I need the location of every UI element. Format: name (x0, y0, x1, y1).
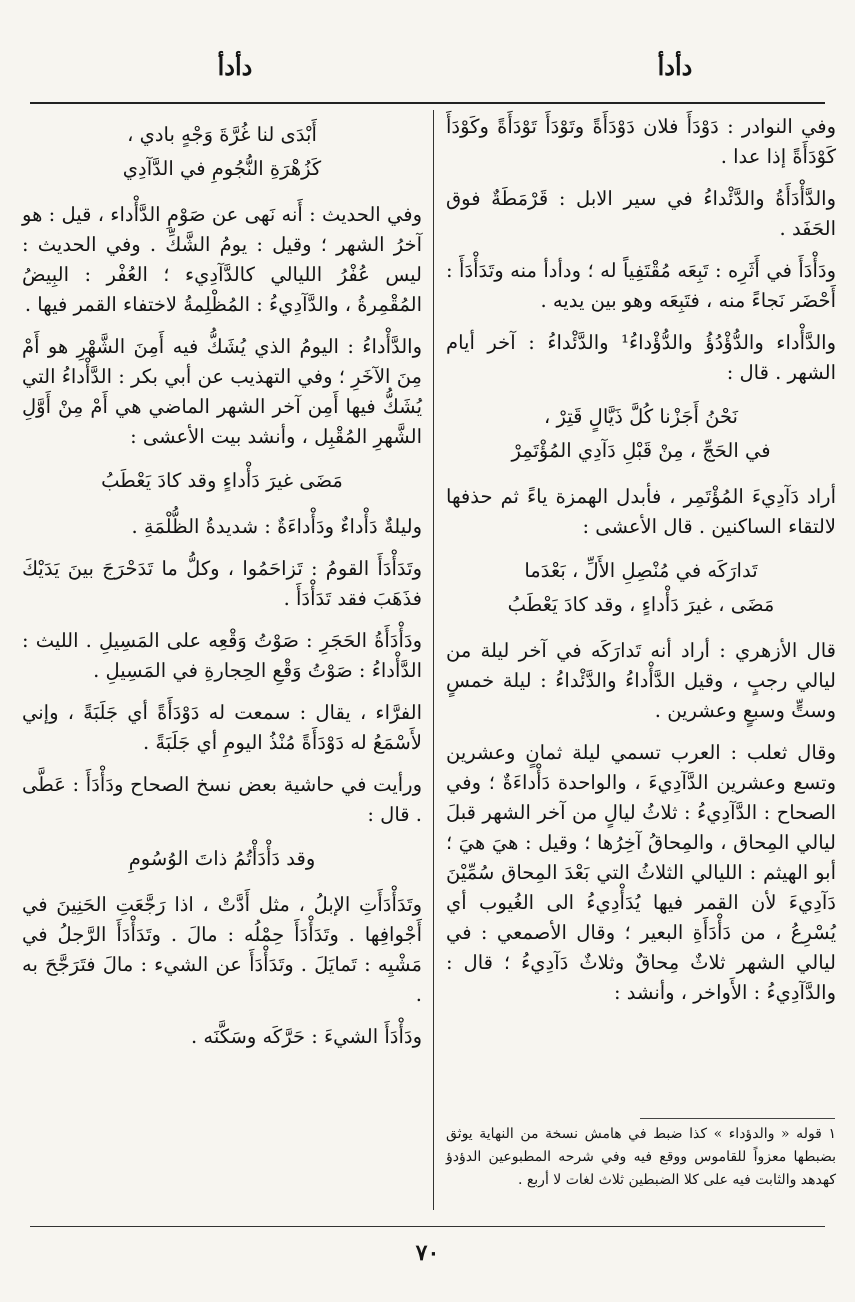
paragraph: والدَّأْداءُ : اليومُ الذي يُشَكُّ فيه أَمِنَ الشَّهْرِ هو أَمْ مِنَ الآخَرِ ؛ وفي التهذيب عن أبي بكر : الدَّأْداءُ التي يُشَكُّ فيها أَمِن آخر الشهر الماضي هي أَمْ مِنْ أَوَّلِ الشَّهرِ المُقْبِل ، وأنشد بيت الأعشى : (22, 335, 422, 448)
paragraph: قال الأزهري : أراد أنه تَدارَكَه في آخر ليلة من ليالي رجبٍ ، وقيل الدَّأْداءُ والدَّئْداءُ : ليلة خمسٍ وستٍّ وسبعٍ وعشرين . (446, 639, 836, 722)
verse-line: تَدارَكَه في مُنْصِلِ الأَلِّ ، بَعْدَما (524, 559, 758, 582)
paragraph: وفي الحديث : أَنه نَهى عن صَوْمِ الدَّأْداء ، قيل : هو آخرُ الشهر ؛ وقيل : يومُ الشَّكِّ . وفي الحديث : ليس عُفْرُ الليالي كالدَّآدِيء ؛ العُفْر : البِيضُ المُقْمِرةُ ، والدَّآدِيءُ : المُظْلِمةُ لاختفاء القمر فيها . (22, 203, 422, 316)
verse-line: في الحَجِّ ، مِنْ قَبْلِ دَآدِي المُؤْتَمِرْ (511, 439, 771, 462)
left-column (22, 112, 422, 1064)
paragraph: أراد دَآدِيءَ المُؤْتَمِر ، فأبدل الهمزة ياءً ثم حذفها لالتقاء الساكنين . قال الأعشى : (446, 485, 836, 538)
paragraph: ورأيت في حاشية بعض نسخ الصحاح ودَأْدَأَ : عَطَّى . قال : (22, 773, 422, 826)
verse-line: كَزُهْرَةِ النُّجُومِ في الدَّآدِي (122, 157, 322, 180)
verse-line: نَحْنُ أَجَزْنا كُلَّ ذَيَّالٍ قَتِرْ ، (544, 405, 738, 428)
paragraph: والدَّأْداء والدُّؤْدُؤُ والدُّؤْداءُ¹ والدَّئْداءُ : آخر أيام الشهر . قال : (446, 331, 837, 384)
verse-block (22, 464, 422, 498)
verse-block (446, 554, 836, 622)
verse-block (446, 400, 836, 468)
paragraph: وتَدَأْدَأَ القومُ : تَزاحَمُوا ، وكلُّ ما تَدَحْرَجَ بينَ يَدَيْكَ فذَهَبَ فقد تَدَأْدَأَ . (22, 557, 422, 610)
verse-line: مَضَى غيرَ دَأْداءٍ وقد كادَ يَعْطَبُ (101, 469, 343, 492)
paragraph: ودَأْدَأَ الشيءَ : حَرَّكَه وسَكَّنَه . (191, 1025, 422, 1048)
verse-line: وقد دَأْدَأْتُمُ ذاتَ الوُسُومِ (128, 847, 316, 870)
footnote: ١ قوله « والدؤداء » كذا ضبط في هامش نسخة من النهاية يوثق بضبطها معزواً للقاموس ووقع فيه وفي شرحه المطبوعين الدؤدؤ كهدهد والثابت فيه على كلا الضبطين ثلاث لغات لا أربع . (446, 1126, 836, 1188)
paragraph: وليلةٌ دَأْداءٌ ودَأْداءَةٌ : شديدةُ الظُّلْمَةِ . (131, 515, 422, 538)
footer-rule (30, 1226, 825, 1227)
footnote-rule (640, 1118, 835, 1119)
paragraph: والدَّأْدَأَةُ والدَّئْداءُ في سير الابل : قَرْمَطَةٌ فوق الحَفَد . (446, 187, 836, 240)
header-rule (30, 102, 825, 104)
column-divider (433, 110, 434, 1210)
verse-line: مَضَى ، غيرَ دَأْداءٍ ، وقد كادَ يَعْطَبُ (507, 593, 775, 616)
paragraph: ودَأْدَأَةُ الحَجَرِ : صَوْتُ وَقْعِه على المَسِيلِ . الليث : الدَّأْداءُ : صَوْتُ وَقْعِ الحِجارةِ في المَسِيلِ . (22, 629, 422, 682)
header-left-word: دأدأ (217, 52, 253, 81)
paragraph: وتَدَأْدَأَتِ الإبلُ ، مثل أَدَّتْ ، اذا رَجَّعَتِ الحَنِينَ في أَجْوافِها . وتَدَأْدَأَ حِمْلُه : مالَ . وتَدَأْدَأَ الرَّجلُ في مَشْيِه : تَمايَلَ . وتَدَأْدَأَ عن الشيء : مالَ فتَرَجَّحَ به . (22, 893, 422, 1006)
paragraph: وفي النوادر : دَوْدَأَ فلان دَوْدَأَةً وتَوْدَأَ تَوْدَأَةً وكَوْدَأَ كَوْدَأَةً إذا عدا . (446, 115, 836, 168)
paragraph: وقال ثعلب : العرب تسمي ليلة ثمانٍ وعشرين وتسع وعشرين الدَّآدِيءَ ، والواحدة دَأْداءَةٌ ؛ وفي الصحاح : الدَّآدِيءُ : ثلاثُ ليالٍ من آخر الشهر قبلَ ليالي المِحاق ، والمِحاقُ آخِرُها ؛ وقيل : هيَ هيَ ؛ أبو الهيثم : الليالي الثلاثُ التي بَعْدَ المِحاق سُمِّيْنَ دَآدِيءَ لأن القمر فيها يُدَأْدِيءُ الى الغُيوب أي يُسْرِعُ ، من دَأْدَأَةِ البعير ؛ وقال الأصمعي : في ليالي الشهر ثلاثٌ مِحاقٌ وثلاثٌ دَآدِيءُ ؛ قال : والدَّآدِيءُ : الأَواخر ، وأنشد : (446, 741, 836, 1004)
verse-line: أَبْدَى لنا غُرَّةَ وَجْهٍ بادي ، (127, 123, 317, 146)
paragraph: الفرَّاء ، يقال : سمعت له دَوْدَأَةً أي جَلَبَةً ، وإني لأَسْمَعُ له دَوْدَأَةً مُنْذُ اليومِ أي جَلَبَةً . (22, 701, 422, 754)
verse-block (22, 118, 422, 186)
page-number: ٧٠ (415, 1240, 440, 1266)
verse-block (22, 842, 422, 876)
header-right-word: دأدأ (657, 52, 693, 81)
paragraph: ودَأْدَأَ في أَثَرِه : تَبِعَه مُقْتَفِياً له ؛ ودأدأ منه وتَدَأْدَأَ : أَحْضَر نَجاءً منه ، فتَبِعَه وهو بين يديه . (446, 259, 836, 312)
right-column (446, 112, 836, 1020)
